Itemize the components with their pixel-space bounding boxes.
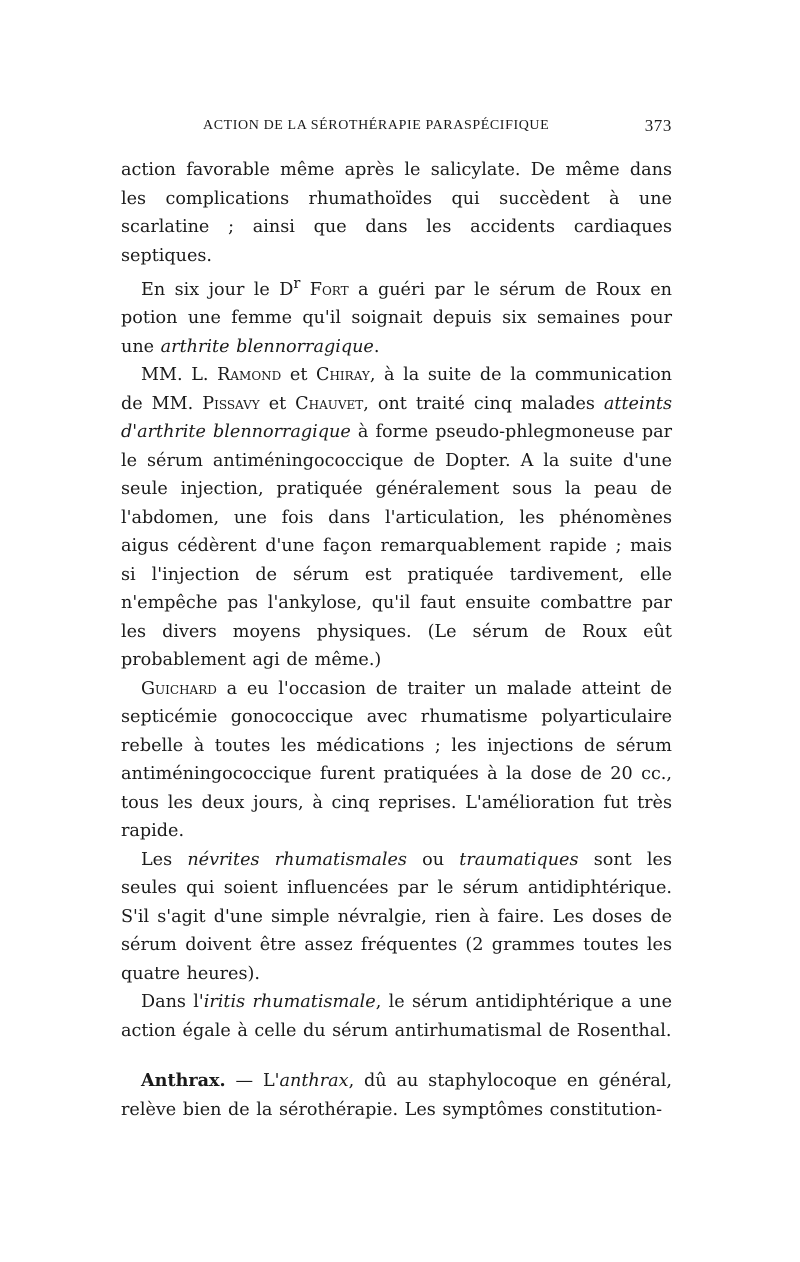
p3-author-3: Pissavy [202, 393, 260, 414]
paragraph-4 [121, 675, 672, 846]
p3-text-c: , à la suite de la communication de MM. [121, 365, 672, 414]
p5-text-c: sont les seules qui soient influencées par le sérum antidiphtérique. S'il s'agit d'une simple névralgie, rien à faire. Les doses de sérum doivent être assez fréquentes (2 grammes toutes les quatre heures). [121, 849, 672, 984]
p5-text-b: ou [406, 849, 460, 870]
section-anthrax [121, 1067, 672, 1124]
section-divider [121, 1045, 672, 1067]
paragraph-3 [121, 361, 672, 675]
p5-text-a: Les [141, 849, 188, 870]
paragraph-1: action favorable même après le salicylate. De même dans les complications rhumathoïdes qui succèdent à une scarlatine ; ainsi que dans les accidents cardiaques septiques. [121, 160, 672, 266]
running-head [121, 112, 672, 142]
p6-italic: iritis rhumatismale [203, 992, 376, 1013]
p3-text-b: et [281, 365, 316, 386]
p4-text: a eu l'occasion de traiter un malade atteint de septicémie gonococcique avec rhumatisme polyarticulaire rebelle à toutes les médications ; les injections de sérum antiméningococcique furent pratiquées à la dose de 20 cc., tous les deux jours, à cinq reprises. L'amélioration fut très rapide. [121, 678, 672, 842]
p2-author-name: Fort [309, 279, 349, 300]
p3-text-d: et [259, 393, 296, 414]
p2-text-a: En six jour le D [141, 279, 294, 300]
p5-italic-1: névrites rhumatismales [187, 849, 407, 870]
section-dash: — L' [225, 1071, 280, 1092]
p3-author-2: Chiray [316, 365, 370, 386]
p2-text-c: . [373, 336, 380, 357]
section-text: , dû au staphylocoque en général, relève bien de la sérothérapie. Les symptômes constitution- [121, 1071, 672, 1120]
p3-italic: atteints d'arthrite blennorragique [121, 393, 673, 443]
p4-author-name: Guichard [141, 678, 217, 699]
p2-superscript: r [293, 275, 301, 292]
section-heading: Anthrax. [141, 1070, 226, 1092]
body-text [121, 156, 672, 1124]
p2-text-b: a guéri par le sérum de Roux en potion une femme qu'il soignait depuis six semaines pour une [121, 279, 673, 357]
section-italic: anthrax [279, 1071, 349, 1092]
paragraph-5 [121, 846, 672, 989]
p3-text-e: , ont traité cinq malades [363, 393, 604, 414]
p2-italic: arthrite blennorragique [160, 336, 374, 357]
book-page [121, 112, 672, 1124]
running-title: ACTION DE LA SÉROTHÉRAPIE PARASPÉCIFIQUE [203, 118, 550, 133]
p3-author-4: Chauvet [295, 393, 364, 414]
p6-text-b: , le sérum antidiphtérique a une action égale à celle du sérum antirhumatismal de Rosenthal. [121, 992, 672, 1041]
p3-text-a: MM. L. [141, 365, 218, 386]
paragraph-6 [121, 988, 672, 1045]
p3-author-1: Ramond [217, 365, 282, 386]
paragraph-2 [121, 270, 672, 361]
p3-text-f: à forme pseudo-phlegmoneuse par le sérum antiméningococcique de Dopter. A la suite d'une seule injection, pratiquée généralement sous la peau de l'abdomen, une fois dans l'articulation, les phénomènes aigus cédèrent d'une façon remarquablement rapide ; mais si l'injection de sérum est pratiquée tardivement, elle n'empêche pas l'ankylose, qu'il faut ensuite combattre par les divers moyens physiques. (Le sérum de Roux eût probablement agi de même.) [121, 422, 672, 671]
page-number: 373 [644, 116, 672, 135]
p5-italic-2: traumatiques [459, 849, 579, 870]
p6-text-a: Dans l' [141, 992, 204, 1013]
